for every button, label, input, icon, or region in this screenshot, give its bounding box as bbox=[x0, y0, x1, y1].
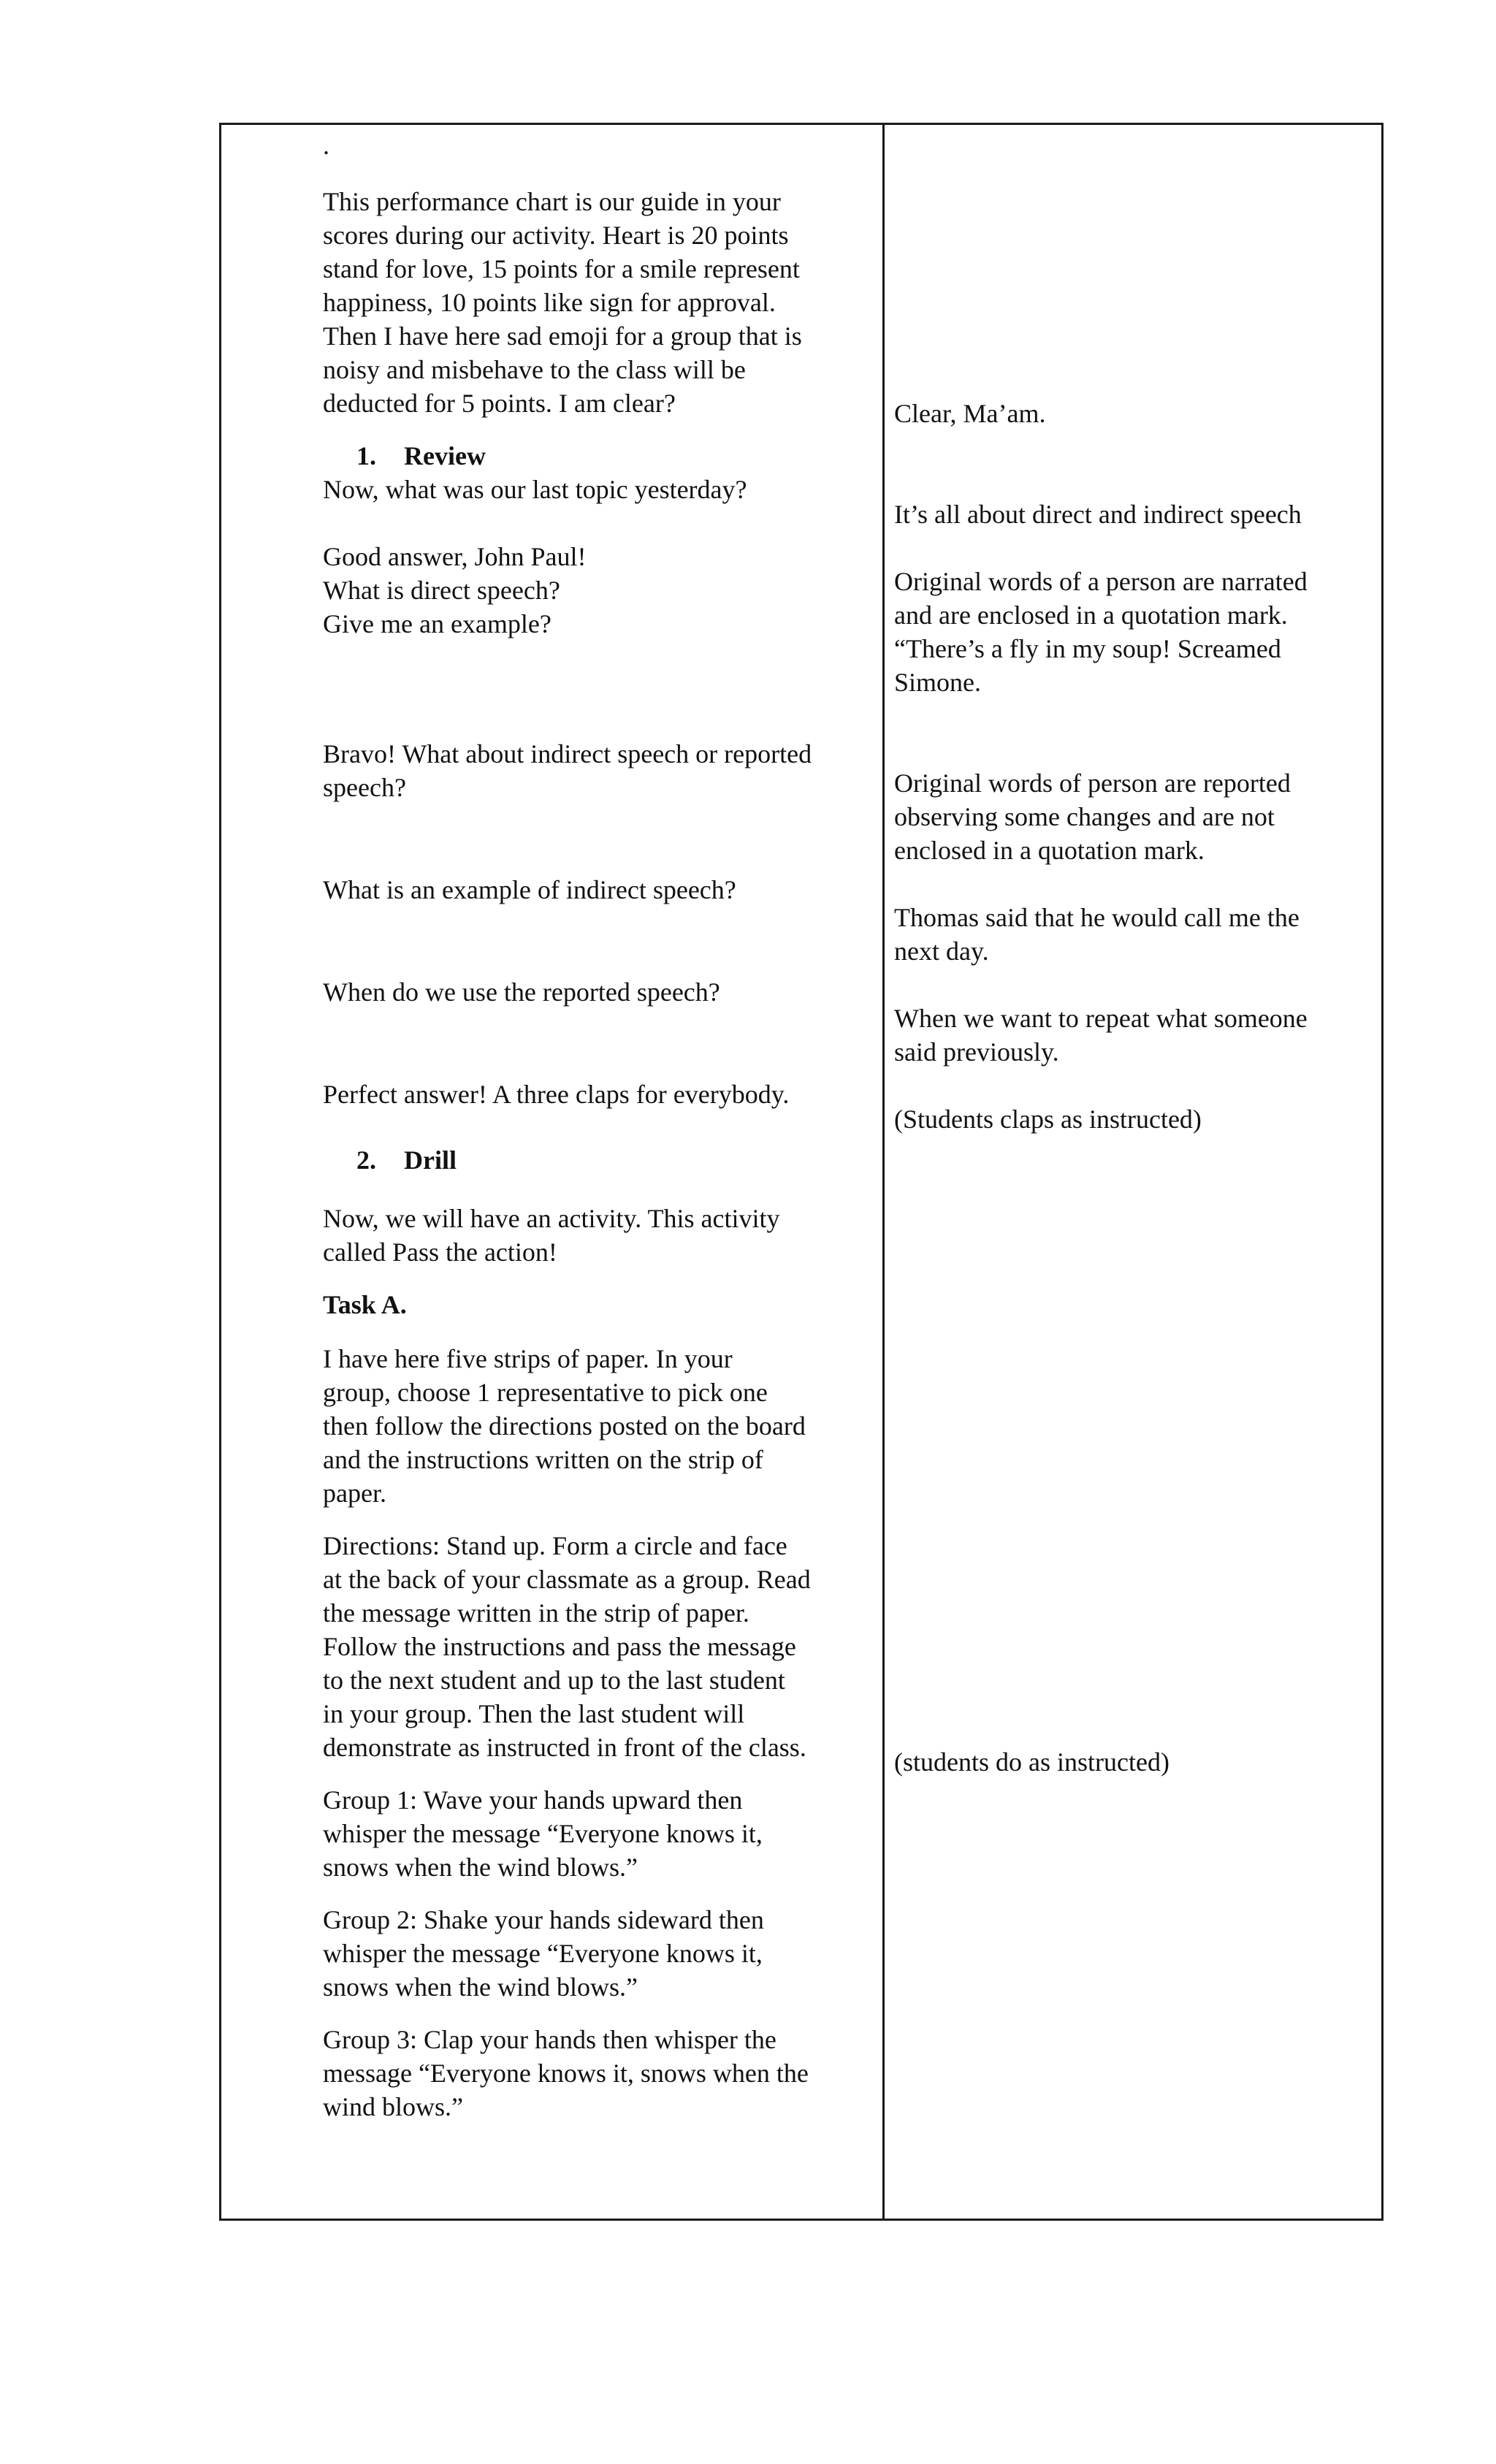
when-answer-line: said previously. bbox=[894, 1037, 1059, 1067]
students-do-response: (students do as instructed) bbox=[894, 1747, 1169, 1777]
performance-text-line: scores during our activity. Heart is 20 points bbox=[323, 221, 789, 250]
bravo-line: Bravo! What about indirect speech or reported bbox=[323, 739, 812, 768]
group2-line: Group 2: Shake your hands sideward then bbox=[323, 1905, 764, 1934]
group2-line: whisper the message “Everyone knows it, bbox=[323, 1939, 763, 1968]
strips-line: then follow the directions posted on the board bbox=[323, 1411, 806, 1441]
directions-line: to the next student and up to the last student bbox=[323, 1666, 785, 1695]
review-number: 1. bbox=[356, 441, 376, 470]
strips-line: group, choose 1 representative to pick one bbox=[323, 1378, 768, 1407]
student-answer-clear: Clear, Ma’am. bbox=[894, 399, 1046, 428]
indirect-speech-answer-line: Original words of person are reported bbox=[894, 768, 1291, 798]
performance-text-line: stand for love, 15 points for a smile represent bbox=[323, 254, 800, 283]
group3-line: message “Everyone knows it, snows when the bbox=[323, 2059, 809, 2088]
reported-speech-question: When do we use the reported speech? bbox=[323, 977, 720, 1007]
indirect-example-question: What is an example of indirect speech? bbox=[323, 875, 736, 904]
group2-line: snows when the wind blows.” bbox=[323, 1972, 638, 2002]
directions-line: in your group. Then the last student will bbox=[323, 1699, 745, 1728]
drill-number: 2. bbox=[356, 1145, 376, 1175]
directions-line: at the back of your classmate as a group. Read bbox=[323, 1565, 811, 1594]
directions-line: Follow the instructions and pass the message bbox=[323, 1632, 796, 1661]
performance-text-line: happiness, 10 points like sign for approval. bbox=[323, 288, 776, 317]
indirect-speech-answer-line: observing some changes and are not bbox=[894, 802, 1275, 831]
when-answer-line: When we want to repeat what someone bbox=[894, 1004, 1308, 1033]
column-divider bbox=[882, 125, 885, 2219]
strips-line: paper. bbox=[323, 1479, 386, 1508]
review-question: Now, what was our last topic yesterday? bbox=[323, 475, 747, 504]
indirect-speech-answer-line: enclosed in a quotation mark. bbox=[894, 836, 1205, 865]
activity-line: Now, we will have an activity. This activity bbox=[323, 1204, 780, 1233]
performance-text-line: deducted for 5 points. I am clear? bbox=[323, 389, 676, 418]
directions-line: demonstrate as instructed in front of the class. bbox=[323, 1733, 806, 1762]
strips-line: and the instructions written on the strip of bbox=[323, 1445, 763, 1474]
students-claps-response: (Students claps as instructed) bbox=[894, 1105, 1202, 1134]
drill-heading: Drill bbox=[404, 1145, 457, 1175]
task-heading: Task A. bbox=[323, 1290, 407, 1319]
review-heading: Review bbox=[404, 441, 486, 470]
group3-line: Group 3: Clap your hands then whisper the bbox=[323, 2025, 776, 2054]
group1-line: whisper the message “Everyone knows it, bbox=[323, 1819, 763, 1848]
direct-speech-answer-line: Original words of a person are narrated bbox=[894, 567, 1308, 596]
strips-line: I have here five strips of paper. In your bbox=[323, 1344, 733, 1373]
group3-line: wind blows.” bbox=[323, 2092, 463, 2121]
performance-text-line: noisy and misbehave to the class will be bbox=[323, 355, 746, 384]
direct-speech-answer-line: Simone. bbox=[894, 668, 982, 697]
direct-speech-answer-line: “There’s a fly in my soup! Screamed bbox=[894, 634, 1281, 663]
group1-line: Group 1: Wave your hands upward then bbox=[323, 1785, 743, 1815]
activity-line: called Pass the action! bbox=[323, 1237, 557, 1267]
good-answer-line: Good answer, John Paul! bbox=[323, 542, 587, 571]
thomas-answer-line: Thomas said that he would call me the bbox=[894, 903, 1300, 932]
bravo-line: speech? bbox=[323, 773, 406, 802]
performance-text-line: Then I have here sad emoji for a group that is bbox=[323, 321, 802, 351]
performance-text-line: This performance chart is our guide in your bbox=[323, 187, 781, 216]
good-answer-line: Give me an example? bbox=[323, 609, 552, 638]
directions-line: Directions: Stand up. Form a circle and face bbox=[323, 1531, 787, 1560]
lesson-table bbox=[219, 123, 1384, 2221]
direct-speech-answer-line: and are enclosed in a quotation mark. bbox=[894, 600, 1288, 630]
perfect-answer: Perfect answer! A three claps for everybody. bbox=[323, 1080, 790, 1109]
stray-dot: . bbox=[323, 131, 329, 160]
directions-line: the message written in the strip of paper. bbox=[323, 1598, 749, 1628]
group1-line: snows when the wind blows.” bbox=[323, 1853, 638, 1882]
thomas-answer-line: next day. bbox=[894, 937, 989, 966]
good-answer-line: What is direct speech? bbox=[323, 576, 560, 605]
student-answer-topic: It’s all about direct and indirect speech bbox=[894, 500, 1302, 529]
